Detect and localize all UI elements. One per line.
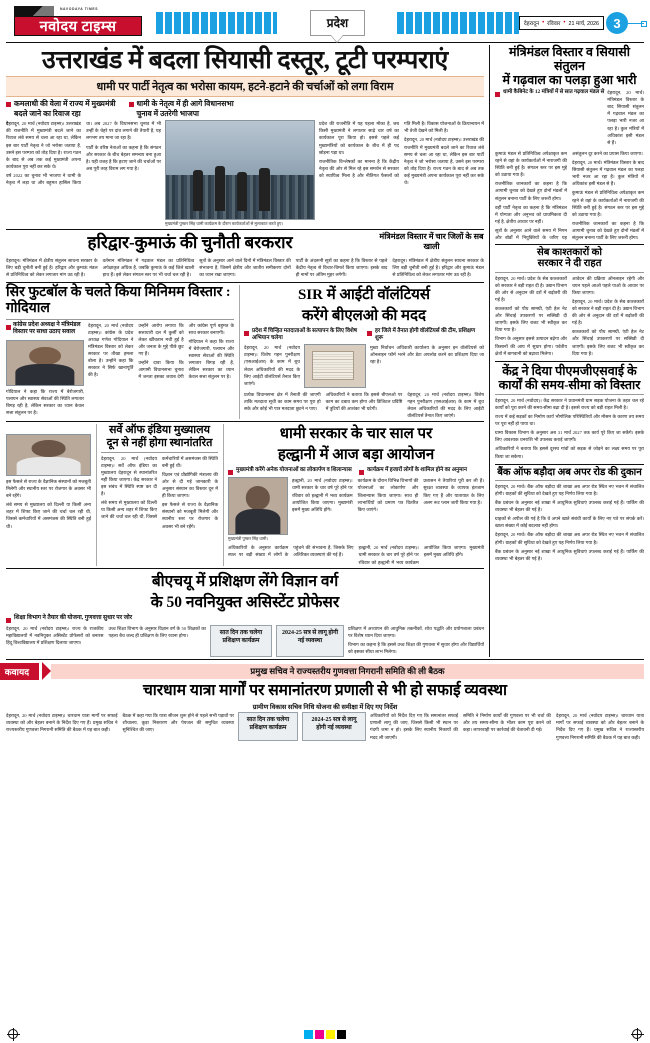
- sir-para-2: मुख्य निर्वाचन अधिकारी कार्यालय के अनुसार इन वॉलंटियर्स को ऑनलाइन फॉर्म भरने और डेटा अपलोड करने का प्रशिक्षण दिया जा रहा है।: [370, 345, 484, 365]
- right4-headline: बैंक ऑफ बड़ौदा अब अपर रोड की दुकान: [497, 466, 642, 478]
- football-bullet: कांग्रेस प्रदेश अध्यक्ष ने मंत्रिमंडल विस्तार पर साधा उठाए सवाल: [13, 321, 81, 336]
- dateline-place: देहरादून: [523, 21, 540, 27]
- sep-bottom: [6, 659, 644, 660]
- lead-photo-caption: मुख्यमंत्री पुष्कर सिंह धामी कार्यक्रम के दौरान कार्यकर्ताओं से मुलाकात करते हुए।: [165, 221, 284, 227]
- newspaper-logo[interactable]: [6, 6, 156, 40]
- bhu-box-1-label: सात दिन तक चलेगा प्रशिक्षण कार्यक्रम: [219, 629, 263, 644]
- bhu-para-1: देहरादून, 20 मार्च (नवोदय टाइम्स)। राज्य के राजकीय महाविद्यालयों में नवनियुक्त असिस्टेंट प्रोफेसरों को बनारस हिंदू विश्वविद्यालय में प्रशिक्षण दिलाया जाएगा।: [6, 625, 104, 645]
- decor-bars-left: [156, 12, 277, 34]
- sir-para-5: देहरादून, 20 मार्च (नवोदय टाइम्स)। विशेष गहन पुनरीक्षण (एसआईआर) के काम में बूथ लेवल अधिकारियों की मदद के लिए आईटी वॉलंटियर्स तैनात किए जाएंगे।: [407, 391, 484, 419]
- dhami-para-3: प्रशासन ने तैयारियां पूरी कर ली हैं। सुरक्षा व्यवस्था के व्यापक इंतजाम किए गए हैं और यातायात के लिए अलग रूट प्लान जारी किया गया है।: [423, 478, 484, 505]
- bhu-box-2-label: 2024-25 सत्र से लागू होगी नई व्यवस्था: [281, 629, 339, 644]
- section-box: [310, 10, 365, 36]
- bullet-square-icon: [6, 102, 11, 107]
- lead-para-1: देहरादून, 20 मार्च (नवोदय टाइम्स)। उत्तराखंड की राजनीति में मुख्यमंत्री बदले जाने का रिवाज लंबे समय से चला आ रहा था, लेकिन इस बार पार्टी नेतृत्व ने जो भरोसा जताया है, उसने इस परम्परा को तोड़ दिया है। राज्य गठन के बाद से अब तक कई मुख्यमंत्री अपना कार्यकाल पूरा नहीं कर सके थे।: [6, 121, 81, 169]
- right1-headline-line2: में गढ़वाल का पलड़ा हुआ भारी: [502, 73, 637, 87]
- dateline-day: रविवार: [547, 21, 561, 27]
- story-sir[interactable]: [239, 285, 484, 419]
- bhu-para-3: प्रशिक्षण में अध्यापन की आधुनिक तकनीकों, शोध पद्धति और प्रयोगशाला प्रबंधन पर विशेष ध्यान दिया जाएगा।: [348, 625, 484, 638]
- sep-4: [6, 568, 484, 569]
- right1-para-1: कुमाऊं मंडल से प्रतिनिधित्व अपेक्षाकृत कम रहने से वहां के कार्यकर्ताओं में नाराजगी की स्थिति बनी हुई है। संगठन स्तर पर इस मुद्दे को उठाया गया है।: [495, 150, 567, 178]
- lead-body-left: [6, 120, 161, 227]
- right1-para-3: वहीं पार्टी नेतृत्व का कहना है कि मंत्रिमंडल में योग्यता और अनुभव को प्राथमिकता दी गई है, क्षेत्रीय आधार पर नहीं।: [495, 204, 567, 224]
- masthead-tail-decor: [628, 23, 644, 24]
- football-para-5: गोदियाल ने कहा कि राज्य में बेरोजगारी, पलायन और स्वास्थ्य सेवाओं की स्थिति लगातार बिगड़ रही है, लेकिन सरकार का ध्यान केवल सत्ता संतुलन पर है।: [188, 338, 234, 380]
- football-side: [6, 322, 84, 418]
- dhami-teaser-1: [228, 467, 353, 475]
- haridwar-headline: हरिद्वार-कुमाऊं की चुनौती बरकरार: [87, 233, 293, 253]
- chardham-para-4: समिति ने निर्माण कार्यों की गुणवत्ता पर भी चर्चा की और तय समय-सीमा के भीतर काम पूरा करने को कहा। लापरवाही पर कार्रवाई की चेतावनी दी गई।: [463, 713, 551, 733]
- chardham-box-1-label: सात दिन तक चलेगा प्रशिक्षण कार्यक्रम: [246, 717, 290, 732]
- chardham-box-1: [238, 712, 298, 740]
- sep-2: [6, 282, 484, 283]
- cmyk-color-bar: [304, 1030, 346, 1039]
- sir-teaser-1-text: प्रदेश में चिन्हित मतदाताओं के सत्यापन के लिए विशेष अभियान चलेगा: [252, 328, 357, 342]
- lead-para-1b: देहरादून, 20 मार्च (नवोदय टाइम्स)। उत्तराखंड की राजनीति में मुख्यमंत्री बदले जाने का रिवाज लंबे समय से चला आ रहा था, लेकिन इस बार पार्टी नेतृत्व ने जो भरोसा जताया है, उसने इस परम्परा को तोड़ दिया है। राज्य गठन के बाद से अब तक कई मुख्यमंत्री अपना कार्यकाल पूरा नहीं कर सके थे।: [404, 137, 484, 186]
- survey-para-4: इस फैसले से राज्य के वैज्ञानिक संस्थानों को मजबूती मिलेगी और स्थानीय स्तर पर रोजगार के अवसर भी बने रहेंगे।: [162, 502, 218, 529]
- right4-para-4: देहरादून, 20 मार्च। बैंक ऑफ बड़ौदा की शाखा अब अपर रोड स्थित नए भवन में संचालित होगी। ग्राहकों की सुविधा को देखते हुए यह निर्णय लिया गया है।: [495, 532, 644, 545]
- chardham-badge-strip: [6, 662, 644, 680]
- filler-para-2: लंबे समय से मुख्यालय को दिल्ली या किसी अन्य शहर में शिफ्ट किए जाने की चर्चा चल रही थी, जिससे कर्मचारियों में असमंजस की स्थिति बनी हुई थी।: [6, 502, 91, 529]
- right4-para-2: बैंक प्रबंधन के अनुसार नई शाखा में आधुनिक सुविधाएं उपलब्ध कराई गई हैं। पार्किंग की व्यवस्था भी बेहतर की गई है।: [495, 500, 644, 513]
- section-tag: [277, 10, 397, 36]
- dhami-para-5: हल्द्वानी, 20 मार्च (नवोदय टाइम्स)। धामी सरकार के चार वर्ष पूरे होने पर रविवार को हल्द्वानी में भव्य कार्यक्रम आयोजित किया जाएगा। मुख्यमंत्री इसमें मुख्य अतिथि होंगे।: [358, 545, 484, 565]
- logo-text: नवोदय टाइम्स: [39, 19, 117, 35]
- survey-para-2: लंबे समय से मुख्यालय को दिल्ली या किसी अन्य शहर में शिफ्ट किए जाने की चर्चा चल रही थी, जिससे कर्मचारियों में असमंजस की स्थिति बनी हुई थी।: [101, 455, 218, 520]
- sir-photo: [304, 344, 366, 388]
- right1-para-4: सूत्रों के अनुसार आने वाले समय में निगम और बोर्डों में नियुक्तियों के जरिए यह असंतुलन दूर करने का प्रयास किया जाएगा।: [495, 150, 643, 241]
- chardham-para-3: अधिकारियों को निर्देश दिए गए कि समानांतर सफाई प्रणाली लागू की जाए, जिससे किसी भी स्थान पर गंदगी जमा न हो। इसके लिए स्थानीय निकायों की मदद ली जाएगी।: [370, 713, 458, 740]
- haridwar-para-1: देहरादून। मंत्रिमंडल में क्षेत्रीय संतुलन साधना सरकार के लिए बड़ी चुनौती बनी हुई है। हरिद्वार और कुमाऊं मंडल से प्रतिनिधित्व को लेकर लगातार मांग उठ रही है।: [6, 257, 98, 278]
- right1-para-6: कुमाऊं मंडल से प्रतिनिधित्व अपेक्षाकृत कम रहने से वहां के कार्यकर्ताओं में नाराजगी की स्थिति बनी हुई है। संगठन स्तर पर इस मुद्दे को उठाया गया है।: [572, 190, 644, 217]
- sir-headline-line2: करेंगे बीएलओ की मदद: [302, 307, 426, 324]
- right-story-1[interactable]: [495, 45, 644, 242]
- football-portrait-photo: [6, 340, 84, 386]
- lead-teaser-2: [129, 99, 246, 118]
- right3-para-1: देहरादून, 20 मार्च (नवोदय)। केंद्र सरकार ने प्रधानमंत्री ग्राम सड़क योजना के तहत चल रहे कार्यों को पूरा करने की समय-सीमा बढ़ा दी है। इससे राज्य को बड़ी राहत मिली है।: [495, 397, 644, 410]
- chardham-badge: कवायद: [0, 663, 39, 680]
- bhu-para-2: उच्च शिक्षा विभाग के अनुसार विज्ञान वर्ग के 50 शिक्षकों का पहला बैच जल्द ही प्रशिक्षण के लिए रवाना होगा।: [108, 625, 206, 638]
- right1-para-0: देहरादून, 20 मार्च। मंत्रिमंडल विस्तार के बाद सियासी संतुलन में गढ़वाल मंडल का पलड़ा भारी नजर आ रहा है। कुल मंत्रियों में अधिकांश इसी मंडल से हैं।: [607, 90, 644, 145]
- dhami-photo-block: [228, 477, 288, 542]
- dhami-headline-line2: हल्द्वानी में आज बड़ा आयोजन: [277, 446, 435, 463]
- chardham-sub: ग्रामीण विकास सचिव निधि योजना की समीक्षा में दिए गए निर्देश: [252, 704, 398, 712]
- lead-teaser-2-text: धामी के नेतृत्व में ही आगे विधानसभा चुनाव में उतरेगी भाजपा: [136, 99, 234, 118]
- right-sep-2: [495, 361, 644, 362]
- right1-headline-line1: मंत्रिमंडल विस्तार व सियासी संतुलन: [509, 45, 630, 73]
- chardham-para-5: देहरादून, 20 मार्च (नवोदय टाइम्स)। चारधाम यात्रा मार्गों पर सफाई व्यवस्था को और बेहतर बनाने के निर्देश दिए गए हैं। प्रमुख सचिव ने राज्यस्तरीय गुणवत्ता निगरानी समिति की बैठक में यह बात कही।: [556, 713, 644, 740]
- filler-para: इस फैसले से राज्य के वैज्ञानिक संस्थानों को मजबूती मिलेगी और स्थानीय स्तर पर रोजगार के अवसर भी बने रहेंगे।: [6, 478, 91, 499]
- right-column: [489, 45, 644, 657]
- sir-teasers: [244, 326, 484, 344]
- lead-headline: उत्तराखंड में बदला सियासी दस्तूर, टूटी परम्पराएं: [42, 47, 448, 74]
- sir-headline-line1: SIR में आईटी वॉलंटियर्स: [297, 287, 431, 304]
- story-haridwar[interactable]: [6, 232, 484, 280]
- right2-headline-line1: सेब काश्तकारों को: [537, 247, 602, 259]
- story-dhami-event[interactable]: [223, 424, 484, 565]
- lead-photo: [165, 120, 315, 220]
- lead-para-3: प्रदेश की राजनीति में यह पहला मौका है, जब किसी मुख्यमंत्री ने लगातार साढ़े चार वर्ष का कार्यकाल पूरा किया हो। इससे पहले कई मुख्यमंत्रियों को कार्यकाल के बीच में ही पद छोड़ना पड़ा था।: [319, 121, 399, 155]
- lead-teasers: [6, 97, 484, 120]
- football-para-3: गोदियाल ने कहा कि राज्य में बेरोजगारी, पलायन और स्वास्थ्य सेवाओं की स्थिति लगातार बिगड़ रही है, लेकिन सरकार का ध्यान केवल सत्ता संतुलन पर है।: [6, 388, 84, 415]
- registration-mark-left: [8, 1029, 18, 1039]
- right4-para-3: ग्राहकों से अपील की गई है कि वे अपने खाते संबंधी कार्यों के लिए नए पते पर संपर्क करें। खाता संख्या में कोई बदलाव नहीं होगा।: [495, 516, 644, 529]
- right2-para-6: काश्तकारों को पौध सामग्री, एंटी हेल नेट और सिंचाई उपकरणों पर सब्सिडी दी जाएगी। इसके लिए बजट भी स्वीकृत कर दिया गया है।: [572, 329, 644, 356]
- survey-headline-line2: दून से नहीं होगा स्थानांतरित: [106, 436, 213, 449]
- bhu-para-4: विभाग का कहना है कि इससे उच्च शिक्षा की गुणवत्ता में सुधार होगा और विद्यार्थियों को इसका सीधा लाभ मिलेगा।: [348, 641, 484, 655]
- lead-teaser-1: [6, 99, 123, 118]
- right2-para-5: देहरादून, 20 मार्च। प्रदेश के सेब काश्तकारों को सरकार ने बड़ी राहत दी है। उद्यान विभाग की ओर से अनुदान की दरों में बढ़ोतरी की गई है।: [572, 298, 644, 326]
- dhami-para-1: हल्द्वानी, 20 मार्च (नवोदय टाइम्स)। धामी सरकार के चार वर्ष पूरे होने पर रविवार को हल्द्वानी में भव्य कार्यक्रम आयोजित किया जाएगा। मुख्यमंत्री इसमें मुख्य अतिथि होंगे।: [292, 478, 353, 512]
- right2-headline-line2: सरकार ने दी राहत: [537, 258, 602, 270]
- lead-para-4: राजनीतिक विश्लेषकों का मानना है कि केंद्रीय नेतृत्व की ओर से मिल रहे इस समर्थन से सरकार को स्थायित्व मिला है और नीतिगत फैसलों को गति मिली है। विकास योजनाओं के क्रियान्वयन में भी तेजी देखने को मिली है।: [319, 121, 484, 178]
- lead-story[interactable]: [6, 45, 484, 227]
- lead-photo-block: [165, 120, 315, 227]
- dateline-dot-2: •: [563, 20, 566, 26]
- dhami-teaser-2: [359, 467, 484, 475]
- story-bhu[interactable]: [6, 571, 484, 658]
- right2-para-2: काश्तकारों को पौध सामग्री, एंटी हेल नेट और सिंचाई उपकरणों पर सब्सिडी दी जाएगी। इसके लिए बजट भी स्वीकृत कर दिया गया है।: [495, 306, 567, 333]
- dhami-photo-caption: मुख्यमंत्री पुष्कर सिंह धामी।: [228, 536, 269, 542]
- lead-body-right: [319, 120, 484, 227]
- bhu-headline-line2: के 50 नवनियुक्त असिस्टेंट प्रोफेसर: [150, 593, 340, 611]
- dateline-date: 21 मार्च, 2026: [568, 21, 600, 27]
- bullet-square-icon: [244, 331, 249, 336]
- football-para-1: देहरादून, 20 मार्च (नवोदय टाइम्स)। कांग्रेस के प्रदेश अध्यक्ष गणेश गोदियाल ने मंत्रिमंडल विस्तार को लेकर सरकार पर तीखा हमला बोला है। उन्होंने कहा कि सरकार ने सिर्फ खानापूर्ति की है।: [88, 322, 134, 378]
- bullet-square-icon: [495, 92, 500, 97]
- right-story-4[interactable]: [495, 467, 644, 564]
- logo-micro-text: NAVODAYA TIMES: [60, 7, 99, 11]
- haridwar-body: [6, 257, 484, 280]
- sep-3: [6, 421, 484, 422]
- haridwar-para-2: वर्तमान मंत्रिमंडल में गढ़वाल मंडल का प्रतिनिधित्व अपेक्षाकृत अधिक है, जबकि कुमाऊं के कई जिले खाली हाथ हैं। इसे लेकर संगठन स्तर पर भी चर्चा चल रही है।: [102, 257, 195, 278]
- chardham-para-2: बैठक में कहा गया कि यात्रा सीजन शुरू होने से पहले सभी पड़ावों पर शौचालय, कूड़ा निस्तारण और पेयजल की समुचित व्यवस्था सुनिश्चित की जाए।: [122, 713, 234, 733]
- sir-teaser-2-text: हर जिले में तैनात होगी वॉलंटियर्स की टीम, प्रशिक्षण शुरू: [375, 328, 476, 342]
- right3-para-2: राज्य में कई सड़कों का निर्माण कार्य भौगोलिक परिस्थितियों और मौसम के कारण तय समय पर पूरा नहीं हो पाया था।: [495, 413, 644, 427]
- bullet-square-icon: [6, 325, 11, 330]
- chardham-headline: चारधाम यात्रा मार्गों पर समानांतरण प्रणाली से भी हो सफाई व्यवस्था: [142, 682, 508, 700]
- right1-para-7: राजनीतिक जानकारों का कहना है कि आगामी चुनाव को देखते हुए दोनों मंडलों में संतुलन बनाना पार्टी के लिए जरूरी होगा।: [572, 220, 644, 241]
- lead-subhead: धामी पर पार्टी नेतृत्व का भरोसा कायम, हटने-हटाने की चर्चाओं को लगा विराम: [6, 76, 484, 97]
- filler-portrait-photo: [6, 434, 91, 476]
- filler-kicker: [6, 424, 91, 434]
- cmyk-cyan: [304, 1030, 313, 1039]
- lower-row: [6, 424, 484, 565]
- right-story-2[interactable]: [495, 247, 644, 359]
- section-label: प्रदेश: [326, 16, 349, 30]
- right-sep-1: [495, 244, 644, 245]
- flag-triangle-icon: [42, 662, 51, 680]
- right3-headline-line2: कार्यों की समय-सीमा को विस्तार: [498, 377, 641, 392]
- sir-para-1: देहरादून, 20 मार्च (नवोदय टाइम्स)। विशेष गहन पुनरीक्षण (एसआईआर) के काम में बूथ लेवल अधिकारियों की मदद के लिए आईटी वॉलंटियर्स तैनात किए जाएंगे।: [244, 345, 300, 386]
- sir-photo-block: [304, 344, 366, 389]
- lead-para-5: पार्टी के वरिष्ठ नेताओं का कहना है कि संगठन और सरकार के बीच बेहतर समन्वय बना हुआ है। यही वजह है कि हटाए जाने की चर्चाओं पर अब पूरी तरह विराम लग गया है।: [86, 144, 161, 171]
- lead-teaser-1-text: कमलाधी की वेला में राज्य में मुख्यमंत्री बदले जाने का रिवाज रहा: [14, 99, 116, 118]
- right3-para-3: ग्राम्य विकास विभाग के अनुसार अब 31 मार्च 2027 तक कार्य पूरे किए जा सकेंगे। इसके लिए आवश्यक धनराशि भी उपलब्ध कराई जाएगी।: [495, 430, 644, 443]
- football-body: [88, 322, 234, 418]
- lower-left-filler: [6, 424, 91, 565]
- bullet-square-icon: [228, 470, 233, 475]
- bhu-box-2: [276, 625, 344, 657]
- mid-row: [6, 285, 484, 419]
- right3-headline-line1: केंद्र ने दिया पीएमजीएसवाई के: [502, 363, 637, 378]
- sir-para-4: अधिकारियों ने बताया कि इससे बीएलओ पर काम का दबाव कम होगा और डिजिटल प्रविष्टि में त्रुटियों की आशंका भी घटेगी।: [325, 391, 403, 412]
- right1-teaser: धामी कैबिनेट के 12 मंत्रियों में से सात गढ़वाल मंडल से: [503, 89, 605, 95]
- chardham-para-1: देहरादून, 20 मार्च (नवोदय टाइम्स)। चारधाम यात्रा मार्गों पर सफाई व्यवस्था को और बेहतर बनाने के निर्देश दिए गए हैं। प्रमुख सचिव ने राज्यस्तरीय गुणवत्ता निगरानी समिति की बैठक में यह बात कही।: [6, 713, 118, 733]
- haridwar-para-4: पार्टी के अंदरूनी सूत्रों का कहना है कि विस्तार से पहले केंद्रीय नेतृत्व से विचार-विमर्श किया जाएगा। इसके बाद ही नामों पर अंतिम मुहर लगेगी।: [295, 257, 388, 278]
- haridwar-kicker: मंत्रिमंडल विस्तार में चार जिलों के सब खाली: [379, 232, 484, 251]
- football-para-2: उन्होंने आरोप लगाया कि सत्ताधारी दल में कुर्सी को लेकर खींचतान मची हुई है और जनता के मुद्दे पीछे छूट गए हैं।: [138, 322, 184, 357]
- dateline: [519, 16, 604, 30]
- survey-para-3: विज्ञान एवं प्रौद्योगिकी मंत्रालय की ओर से दी गई जानकारी के अनुसार संस्थान का विस्तार दून में ही किया जाएगा।: [162, 471, 218, 499]
- bhu-headline-line1: बीएचयू में प्रशिक्षण लेंगे विज्ञान वर्ग: [151, 572, 339, 590]
- dhami-teaser-1-text: मुख्यमंत्री करेंगे अनेक योजनाओं का लोकार्पण व शिलान्यास: [236, 467, 352, 474]
- right4-para-1: देहरादून, 20 मार्च। बैंक ऑफ बड़ौदा की शाखा अब अपर रोड स्थित नए भवन में संचालित होगी। ग्राहकों की सुविधा को देखते हुए यह निर्णय लिया गया है।: [495, 483, 644, 496]
- right2-para-1: देहरादून, 20 मार्च। प्रदेश के सेब काश्तकारों को सरकार ने बड़ी राहत दी है। उद्यान विभाग की ओर से अनुदान की दरों में बढ़ोतरी की गई है।: [495, 275, 567, 302]
- haridwar-para-3: सूत्रों के अनुसार आने वाले दिनों में मंत्रिमंडल विस्तार की संभावना है, जिसमें क्षेत्रीय और जातीय समीकरण दोनों का ध्यान रखा जाएगा।: [199, 257, 291, 278]
- main-column: [6, 45, 484, 657]
- registration-mark-right: [632, 1029, 642, 1039]
- right1-para-2: राजनीतिक जानकारों का कहना है कि आगामी चुनाव को देखते हुए दोनों मंडलों में संतुलन बनाना पार्टी के लिए जरूरी होगा।: [495, 181, 567, 201]
- haridwar-para-5: देहरादून। मंत्रिमंडल में क्षेत्रीय संतुलन साधना सरकार के लिए बड़ी चुनौती बनी हुई है। हरिद्वार और कुमाऊं मंडल से प्रतिनिधित्व को लेकर लगातार मांग उठ रही है।: [392, 257, 484, 278]
- dhami-para-4: अधिकारियों के अनुसार कार्यक्रम स्थल पर बड़ी संख्या में लोगों के पहुंचने की संभावना है, जिसके लिए अतिरिक्त व्यवस्थाएं की गई हैं।: [228, 545, 354, 558]
- bullet-square-icon: [359, 470, 364, 475]
- story-football[interactable]: [6, 285, 234, 419]
- right1-para-5: देहरादून, 20 मार्च। मंत्रिमंडल विस्तार के बाद सियासी संतुलन में गढ़वाल मंडल का पलड़ा भारी नजर आ रहा है। कुल मंत्रियों में अधिकांश इसी मंडल से हैं।: [572, 159, 644, 187]
- bullet-square-icon: [367, 331, 372, 336]
- masthead: [6, 0, 644, 40]
- dateline-dot-1: •: [542, 20, 545, 26]
- story-chardham[interactable]: [6, 662, 644, 740]
- dhami-headline-line1: धामी सरकार के चार साल पर: [279, 426, 433, 443]
- dhami-photo: [228, 477, 288, 535]
- sir-teaser-1: [244, 328, 361, 342]
- survey-headline-line1: सर्वे ऑफ इंडिया मुख्यालय: [109, 424, 210, 437]
- bhu-box-1: [210, 625, 272, 657]
- story-survey[interactable]: [96, 424, 218, 565]
- page-number: 3: [606, 12, 628, 34]
- logo-box: [14, 16, 142, 36]
- masthead-rule: [6, 42, 644, 43]
- chardham-box-2-label: 2024-25 सत्र से लागू होगी नई व्यवस्था: [311, 717, 357, 732]
- right4-para-5: बैंक प्रबंधन के अनुसार नई शाखा में आधुनिक सुविधाएं उपलब्ध कराई गई हैं। पार्किंग की व्यवस्था भी बेहतर की गई है।: [495, 548, 644, 561]
- football-para-4: उन्होंने दावा किया कि आगामी विधानसभा चुनाव में जनता इसका जवाब देगी और कांग्रेस पूर्ण बहुमत के साथ सरकार बनाएगी।: [138, 322, 234, 380]
- cmyk-yellow: [326, 1030, 335, 1039]
- right2-para-4: आवेदन की प्रक्रिया ऑनलाइन रहेगी और चयन पहले आओ पहले पाओ के आधार पर किया जाएगा।: [572, 275, 644, 295]
- survey-para-1: देहरादून, 20 मार्च (नवोदय टाइम्स)। सर्वे ऑफ इंडिया का मुख्यालय देहरादून से स्थानांतरित नहीं किया जाएगा। केंद्र सरकार ने इस संबंध में स्थिति स्पष्ट कर दी है।: [101, 455, 157, 497]
- right3-para-4: अधिकारियों ने बताया कि इससे दूरस्थ गांवों को सड़क से जोड़ने का लक्ष्य समय पर पूरा किया जा सकेगा।: [495, 446, 644, 459]
- lead-para-2: वर्ष 2022 का चुनाव भी भाजपा ने धामी के नेतृत्व में लड़ा था और बहुमत हासिल किया था। अब 2027 के विधानसभा चुनाव में भी उन्हीं के चेहरे पर दांव लगाने की तैयारी है, यह लगभग तय माना जा रहा है।: [6, 121, 161, 186]
- right-sep-3: [495, 464, 644, 465]
- decor-bars-right: [397, 12, 518, 34]
- right-story-3[interactable]: [495, 364, 644, 462]
- sir-teaser-2: [367, 328, 484, 342]
- chardham-pink-strip: प्रमुख सचिव ने राज्यस्तरीय गुणवत्ता निगरानी समिति की ली बैठक: [51, 664, 644, 679]
- right2-para-3: विभाग के अनुसार इससे उत्पादन बढ़ेगा और किसानों की आय में सुधार होगा। पर्वतीय क्षेत्रों में बागवानी को बढ़ावा मिलेगा।: [495, 336, 567, 356]
- chardham-box-2: [302, 712, 366, 740]
- content-grid: [6, 45, 644, 657]
- football-headline: सिर फुटबॉल के चलते किया मिनिमम विस्तार : गोदियाल: [6, 285, 231, 316]
- bullet-square-icon: [129, 102, 134, 107]
- bhu-teaser: शिक्षा विभाग ने तैयार की योजना, गुणवत्ता सुधार पर जोर: [14, 614, 133, 621]
- cmyk-black: [337, 1030, 346, 1039]
- cmyk-magenta: [315, 1030, 324, 1039]
- sep-1: [6, 229, 484, 230]
- dhami-teaser-2-text: कार्यक्रम में हजारों लोगों के शामिल होने का अनुमान: [367, 467, 467, 474]
- bullet-square-icon: [6, 618, 11, 623]
- dhami-para-2: कार्यक्रम के दौरान विभिन्न विभागों की योजनाओं का लोकार्पण और शिलान्यास किया जाएगा। साथ ही लाभार्थियों को प्रमाण पत्र वितरित किए जाएंगे।: [357, 478, 419, 512]
- sir-para-3: प्रत्येक विधानसभा क्षेत्र में तैनाती की जाएगी ताकि मतदाता सूची का काम समय पर पूरा हो सके और कोई भी पात्र मतदाता छूटने न पाए।: [244, 391, 321, 412]
